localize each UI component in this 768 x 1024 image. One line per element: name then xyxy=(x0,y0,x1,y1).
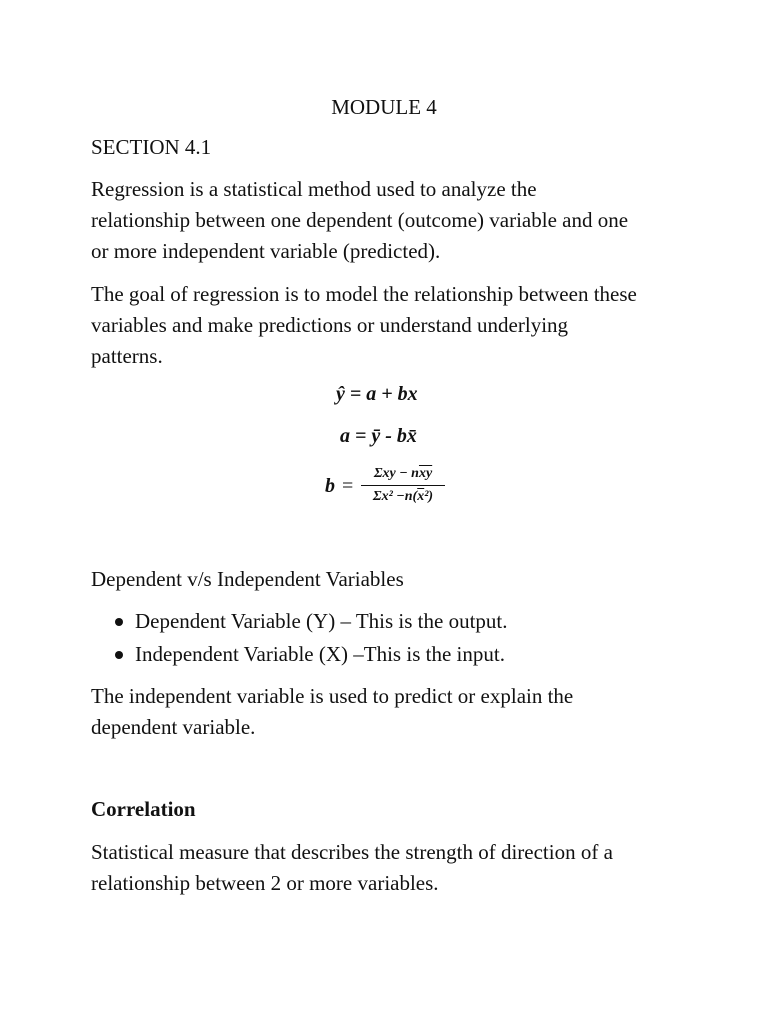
correlation-paragraph xyxy=(91,837,691,899)
correlation-line: relationship between 2 or more variables. xyxy=(91,871,439,895)
slope-lhs: b xyxy=(325,475,335,497)
denominator-overline: $\overline{x}$ xyxy=(417,489,425,504)
explain-line: The independent variable is used to predict or explain the xyxy=(91,684,574,708)
bullet-icon xyxy=(115,651,123,659)
slope-formula xyxy=(325,466,455,512)
intro-line: relationship between one dependent (outcome) variable and one xyxy=(91,208,629,232)
goal-line: patterns. xyxy=(91,344,163,368)
correlation-line: Statistical measure that describes the strength of direction of a xyxy=(91,840,613,864)
explain-line: dependent variable. xyxy=(91,715,256,739)
correlation-heading: Correlation xyxy=(91,797,196,821)
numerator-overline: $\overline{xy}$ xyxy=(418,466,433,481)
list-item-text: Dependent Variable (Y) – This is the output. xyxy=(135,609,508,633)
list-item xyxy=(91,638,507,671)
regression-line-formula: ŷ = a + bx xyxy=(336,383,418,405)
goal-paragraph xyxy=(91,279,691,372)
slope-numerator xyxy=(361,466,445,482)
goal-line: The goal of regression is to model the relationship between these xyxy=(91,282,637,306)
intro-paragraph xyxy=(91,174,691,267)
slope-denominator xyxy=(361,489,445,505)
module-title: MODULE 4 xyxy=(331,95,437,119)
variables-list xyxy=(91,605,507,671)
list-item-text: Independent Variable (X) –This is the input. xyxy=(135,642,505,666)
bullet-icon xyxy=(115,618,123,626)
list-item xyxy=(91,605,507,638)
intro-line: or more independent variable (predicted). xyxy=(91,239,441,263)
denominator-suffix: ²) xyxy=(424,489,434,504)
section-heading: SECTION 4.1 xyxy=(91,135,212,159)
fraction-bar xyxy=(361,485,445,486)
intro-line: Regression is a statistical method used to analyze the xyxy=(91,177,537,201)
slope-equals: = xyxy=(342,475,354,497)
intercept-formula: a = ȳ - bx̄ xyxy=(340,425,417,447)
denominator-prefix: Σx² −n( xyxy=(372,489,418,504)
variables-heading: Dependent v/s Independent Variables xyxy=(91,567,404,591)
goal-line: variables and make predictions or understand underlying xyxy=(91,313,569,337)
explain-paragraph xyxy=(91,681,691,743)
numerator-prefix: Σxy − n xyxy=(373,466,419,481)
